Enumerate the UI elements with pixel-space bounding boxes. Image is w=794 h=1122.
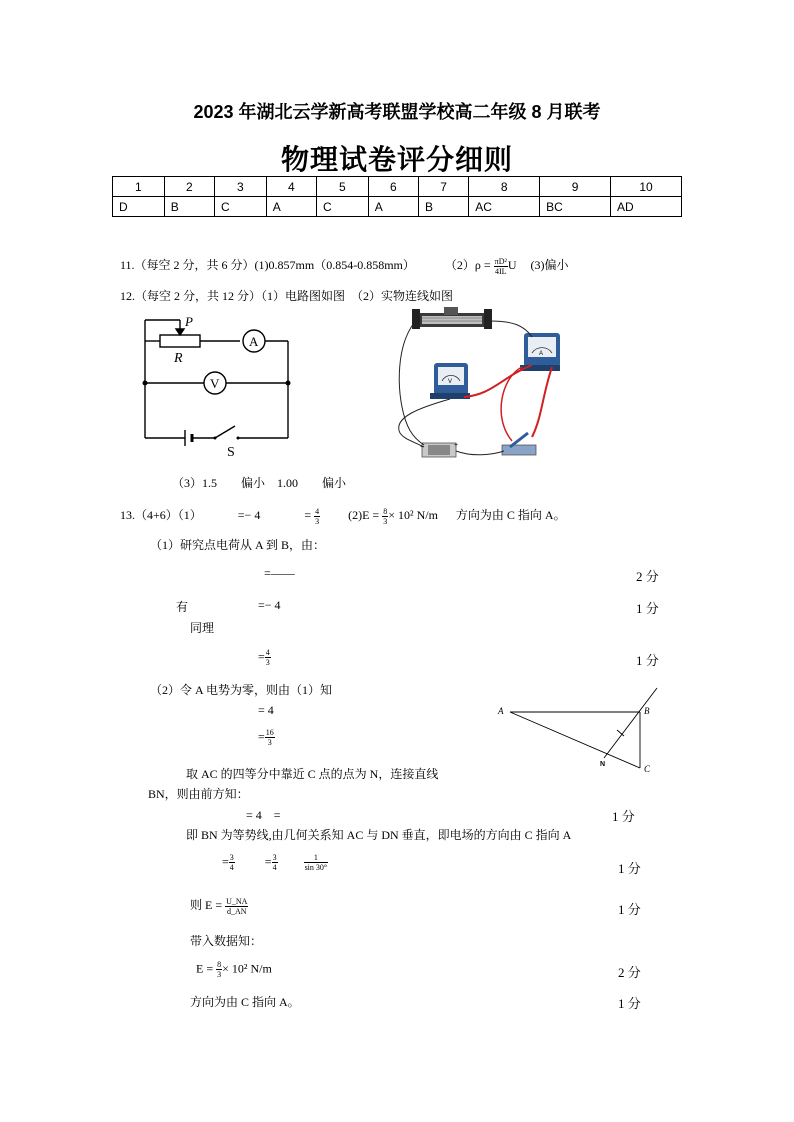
score-label: 1 分 (612, 809, 635, 824)
table-row (113, 177, 682, 197)
table-cell: 3 (215, 177, 267, 197)
table-cell: 2 (164, 177, 214, 197)
fraction (265, 728, 275, 747)
part2-then (190, 896, 248, 916)
table-cell: 10 (611, 177, 682, 197)
table-cell: D (113, 197, 165, 217)
voltmeter-label: V (210, 376, 220, 391)
q11-part2-label: （2）ρ = (444, 258, 491, 272)
fraction-numerator: 3 (229, 853, 234, 862)
part2-take2: BN，则由前方知： (148, 787, 249, 801)
fraction-numerator: 8 (383, 506, 388, 516)
q13-line (120, 506, 566, 526)
equals-sign: = (258, 649, 265, 664)
page-title: 物理试卷评分细则 (280, 144, 513, 175)
part2-direction: 方向为由 C 指向 A。 (190, 995, 300, 1009)
triangle-diagram (494, 686, 664, 778)
fraction-numerator: 3 (272, 853, 277, 862)
table-cell: C (317, 197, 369, 217)
circuit-diagram (130, 308, 300, 460)
fraction-denominator: 3 (383, 516, 388, 526)
q13-value2-eq: = (304, 508, 312, 522)
svg-text:A: A (539, 351, 544, 357)
field-label: E = (196, 961, 214, 976)
equals-sign: = (258, 729, 265, 744)
physical-circuit-illustration (392, 307, 568, 467)
fraction (225, 897, 248, 916)
svg-text:−: − (420, 444, 425, 451)
table-row (113, 197, 682, 217)
part1-value: =− 4 (258, 598, 281, 612)
part2-final (196, 960, 272, 979)
score-label: 2 分 (636, 569, 659, 584)
then-label: 则 E = (190, 898, 223, 912)
ammeter-label: A (249, 334, 259, 349)
q11-part2-tail: U (507, 258, 517, 272)
part2-ratios (222, 853, 328, 872)
fraction-denominator: 4IL (494, 266, 507, 276)
fraction-denominator: d_AN (227, 906, 247, 916)
part2-equation: = 4 = (246, 808, 281, 822)
fraction (229, 853, 235, 872)
table-cell: C (215, 197, 267, 217)
part1-intro: （1）研究点电荷从 A 到 B，由： (150, 538, 326, 552)
q13-value2-fraction (314, 507, 320, 526)
fraction-denominator: 3 (267, 738, 272, 747)
part2-line: 即 BN 为等势线,由几何关系知 AC 与 DN 垂直，即电场的方向由 C 指向 A (186, 828, 572, 842)
switch-label: S (227, 445, 235, 460)
q13-field-eq: (2)E = (348, 508, 380, 522)
table-cell: AC (469, 197, 540, 217)
fraction (272, 853, 278, 872)
fraction-denominator: 3 (217, 970, 222, 979)
part2-intro: （2）令 A 电势为零，则由（1）知 (150, 683, 333, 697)
part1-same: 同理 (190, 621, 215, 635)
score-label: 1 分 (618, 861, 641, 876)
q13-direction: 方向为由 C 指向 A。 (455, 508, 566, 522)
fraction-denominator: 4 (272, 863, 277, 872)
q11-part3: (3)偏小 (530, 258, 569, 272)
table-cell: BC (540, 197, 611, 217)
table-cell: AD (611, 197, 682, 217)
q12-line: 12.（每空 2 分，共 12 分）（1）电路图如图 （2）实物连线如图 (120, 289, 454, 303)
table-cell: 8 (469, 177, 540, 197)
answer-table (112, 176, 682, 217)
fraction (304, 853, 329, 872)
table-cell: B (164, 197, 214, 217)
resistor-label: R (174, 351, 183, 366)
fraction-numerator: 4 (315, 506, 320, 516)
equals-sign: = (222, 854, 229, 869)
fraction-numerator: 1 (304, 853, 329, 863)
fraction-numerator: 8 (217, 960, 222, 969)
fraction-denominator: 4 (229, 863, 234, 872)
score-label: 2 分 (618, 965, 641, 980)
equals-sign: = (264, 854, 272, 869)
table-cell: 4 (266, 177, 316, 197)
fraction-numerator: U_NA (226, 896, 248, 906)
table-cell: 6 (368, 177, 418, 197)
q13-value1: =− 4 (237, 508, 261, 522)
field-tail: × 10² N/m (222, 961, 272, 976)
part2-value-b (258, 728, 275, 747)
table-cell: 7 (419, 177, 469, 197)
fraction-numerator: 16 (265, 728, 274, 737)
score-label: 1 分 (636, 601, 659, 616)
score-label: 1 分 (618, 902, 641, 917)
svg-text:+: + (454, 442, 459, 449)
table-cell: A (266, 197, 316, 217)
fraction-denominator: 3 (315, 516, 320, 526)
slider-label: P (185, 314, 193, 329)
point-label-a: A (498, 706, 504, 716)
point-label-b: B (644, 706, 650, 716)
part2-substitute: 带入数据知： (190, 934, 263, 948)
q11-part1: 11.（每空 2 分，共 6 分）(1)0.857mm（0.854-0.858mm） (120, 258, 415, 272)
table-cell: 5 (317, 177, 369, 197)
q11-line (120, 256, 569, 276)
q11-fraction (494, 257, 508, 276)
q12-answers: （3）1.5 偏小 1.00 偏小 (172, 476, 347, 490)
part1-have: 有 (176, 600, 189, 614)
table-cell: B (419, 197, 469, 217)
score-label: 1 分 (618, 996, 641, 1011)
part2-value-a: = 4 (258, 703, 274, 717)
score-label: 1 分 (636, 653, 659, 668)
fraction (265, 648, 271, 667)
point-label-c: C (644, 764, 651, 774)
table-cell: A (368, 197, 418, 217)
fraction-numerator: πD² (494, 256, 507, 266)
fraction-denominator: 3 (265, 658, 270, 667)
svg-text:V: V (448, 379, 453, 385)
part1-equation: =—— (264, 566, 295, 580)
part1-value2 (258, 648, 271, 667)
fraction-denominator: sin 30° (304, 863, 328, 872)
q13-field-tail: × 10² N/m (388, 508, 438, 522)
part2-take: 取 AC 的四等分中靠近 C 点的点为 N，连接直线 (186, 767, 439, 781)
q13-prefix: 13.（4+6）（1） (120, 508, 202, 522)
exam-title: 2023 年湖北云学新高考联盟学校高二年级 8 月联考 (193, 102, 601, 122)
table-cell: 9 (540, 177, 611, 197)
table-cell: 1 (113, 177, 165, 197)
fraction-numerator: 4 (265, 648, 270, 657)
point-label-n: N (600, 761, 606, 768)
